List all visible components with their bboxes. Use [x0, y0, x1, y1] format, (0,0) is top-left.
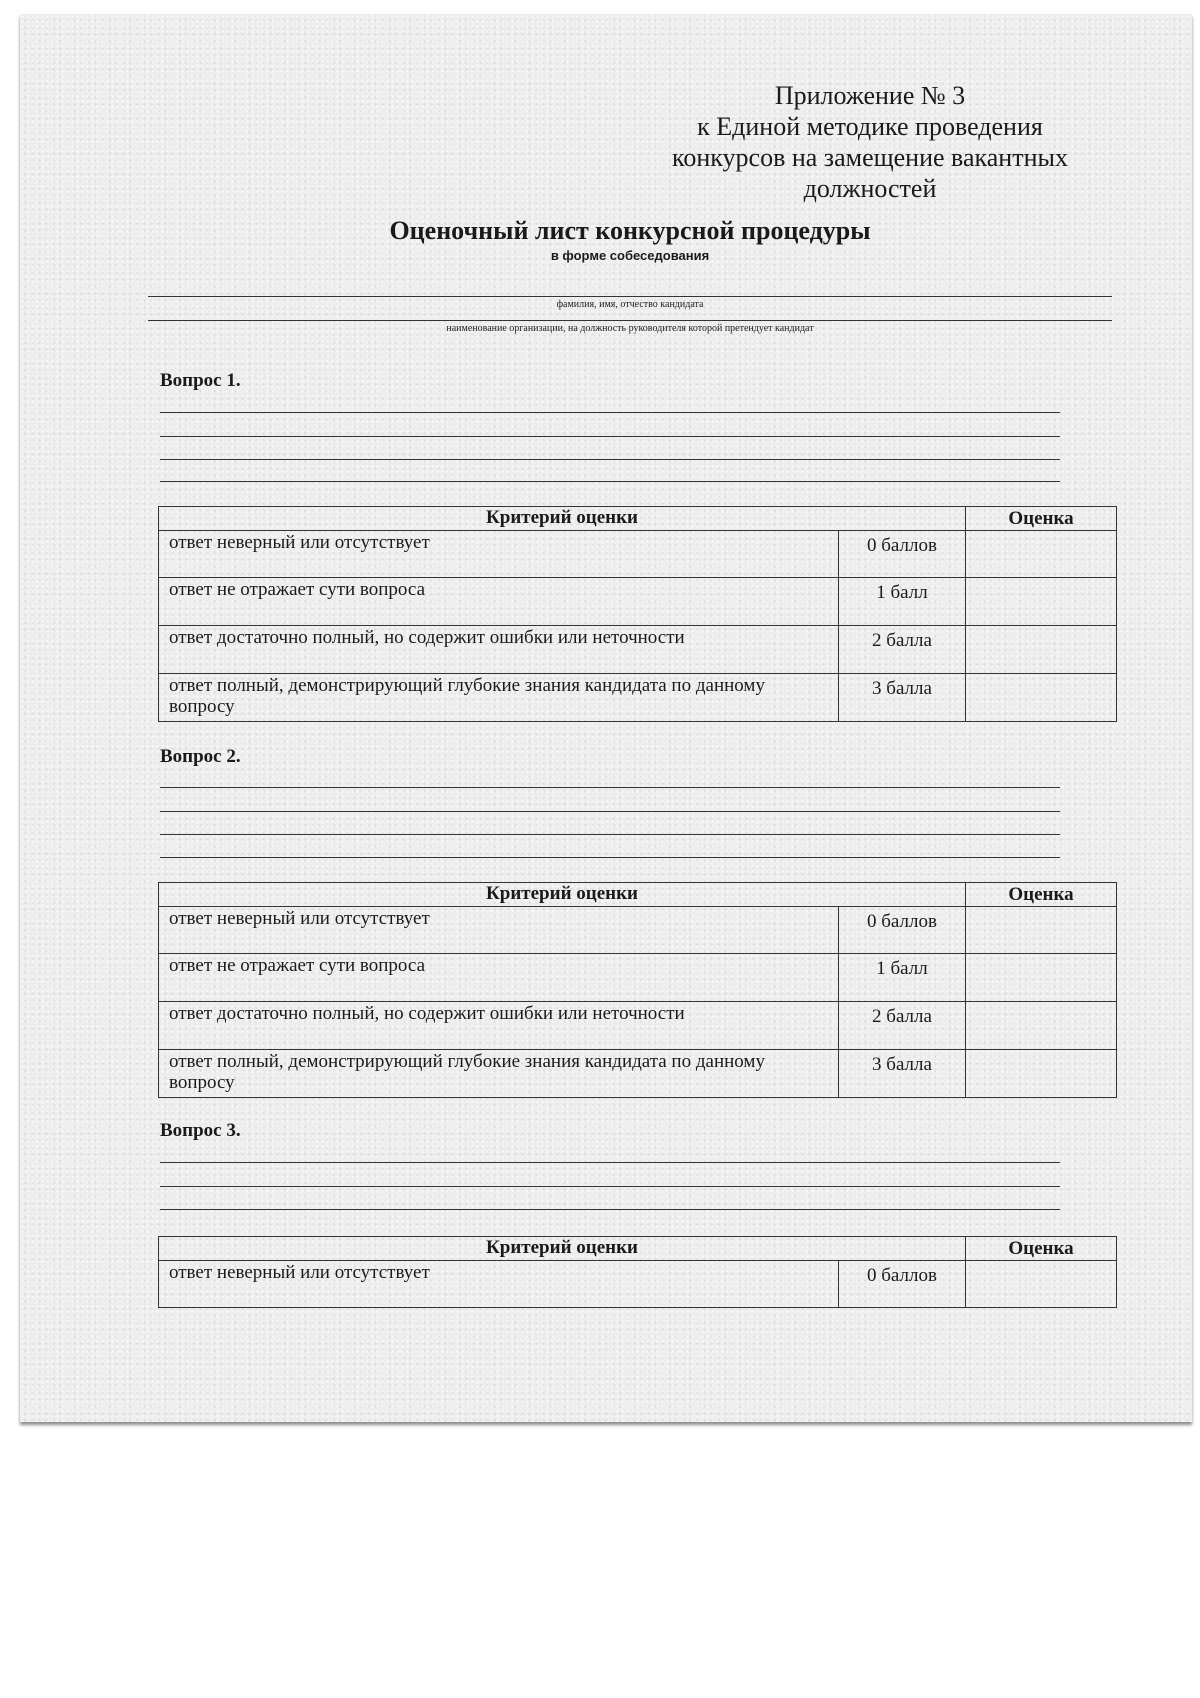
grade-input-cell[interactable] [966, 1050, 1117, 1098]
answer-line[interactable] [160, 436, 1060, 437]
grade-input-cell[interactable] [966, 907, 1117, 954]
criterion-score: 3 балла [839, 1050, 966, 1098]
question-2-label: Вопрос 2. [160, 746, 241, 767]
criterion-score: 2 балла [839, 626, 966, 674]
criterion-score: 0 баллов [839, 531, 966, 578]
appendix-line: Приложение № 3 [774, 81, 966, 110]
criterion-header: Критерий оценки [159, 883, 966, 907]
criterion-header: Критерий оценки [159, 1237, 966, 1261]
criteria-table-1 [158, 506, 1117, 722]
grade-input-cell[interactable] [966, 674, 1117, 722]
answer-line[interactable] [160, 1162, 1060, 1163]
grade-header: Оценка [966, 883, 1117, 907]
grade-input-cell[interactable] [966, 1002, 1117, 1050]
grade-input-cell[interactable] [966, 531, 1117, 578]
grade-header: Оценка [966, 507, 1117, 531]
document-subtitle: в форме собеседования [550, 248, 710, 263]
candidate-name-caption: фамилия, имя, отчество кандидата [556, 299, 704, 310]
answer-line[interactable] [160, 1209, 1060, 1210]
grade-input-cell[interactable] [966, 954, 1117, 1002]
criterion-header: Критерий оценки [159, 507, 966, 531]
criterion-text: ответ полный, демонстрирующий глубокие знания кандидата по данному вопросу [159, 1050, 839, 1098]
criterion-text: ответ не отражает сути вопроса [159, 954, 839, 1002]
question-3-label: Вопрос 3. [160, 1120, 241, 1141]
document-title: Оценочный лист конкурсной процедуры [389, 216, 871, 245]
grade-header: Оценка [966, 1237, 1117, 1261]
answer-line[interactable] [160, 787, 1060, 788]
criterion-text: ответ не отражает сути вопроса [159, 578, 839, 626]
answer-line[interactable] [160, 1186, 1060, 1187]
answer-line[interactable] [160, 459, 1060, 460]
criterion-score: 2 балла [839, 1002, 966, 1050]
organization-line[interactable] [148, 320, 1112, 321]
criterion-text: ответ неверный или отсутствует [159, 531, 839, 578]
appendix-note [640, 80, 1100, 204]
grade-input-cell[interactable] [966, 626, 1117, 674]
candidate-name-line[interactable] [148, 296, 1112, 297]
grade-input-cell[interactable] [966, 578, 1117, 626]
grade-input-cell[interactable] [966, 1261, 1117, 1308]
criterion-score: 3 балла [839, 674, 966, 722]
criterion-score: 1 балл [839, 578, 966, 626]
criterion-text: ответ неверный или отсутствует [159, 907, 839, 954]
answer-line[interactable] [160, 412, 1060, 413]
appendix-line: к Единой методике проведения [697, 112, 1043, 141]
criterion-score: 0 баллов [839, 1261, 966, 1308]
answer-line[interactable] [160, 857, 1060, 858]
appendix-line: конкурсов на замещение вакантных [672, 143, 1068, 172]
organization-caption: наименование организации, на должность руководителя которой претендует кандидат [446, 323, 814, 334]
criterion-text: ответ достаточно полный, но содержит ошибки или неточности [159, 626, 839, 674]
answer-line[interactable] [160, 834, 1060, 835]
appendix-line: должностей [803, 174, 937, 203]
criteria-table-2 [158, 882, 1117, 1098]
criterion-score: 1 балл [839, 954, 966, 1002]
criterion-text: ответ достаточно полный, но содержит ошибки или неточности [159, 1002, 839, 1050]
criterion-text: ответ неверный или отсутствует [159, 1261, 839, 1308]
criterion-text: ответ полный, демонстрирующий глубокие знания кандидата по данному вопросу [159, 674, 839, 722]
answer-line[interactable] [160, 811, 1060, 812]
answer-line[interactable] [160, 481, 1060, 482]
question-1-label: Вопрос 1. [160, 370, 241, 391]
criterion-score: 0 баллов [839, 907, 966, 954]
criteria-table-3 [158, 1236, 1117, 1308]
